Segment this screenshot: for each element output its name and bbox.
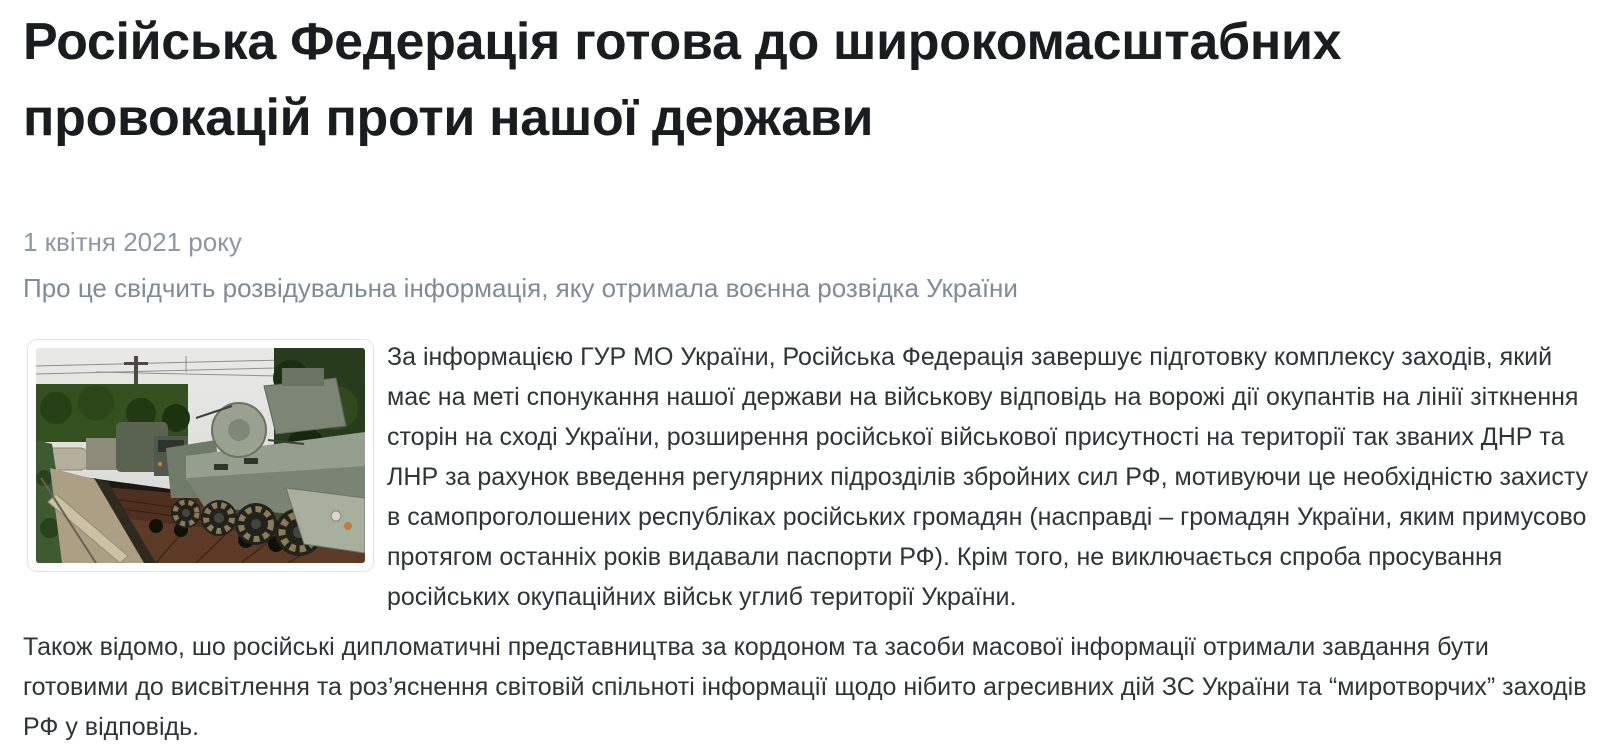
article-paragraph: Також відомо, шо російські дипломатичні представництва за кордоном та засоби масової інформації отримали завдання бути готовими до висвітлення та роз’яснення світовій спільноті інформації щодо нібито агресивних дій ЗС України та “миротворчих” заходів РФ у відповідь.: [23, 633, 1587, 741]
military-train-photo: [36, 348, 365, 563]
article-paragraph: За інформацією ГУР МО України, Російська Федерація завершує підготовку комплексу заходів, який має на меті спонукання нашої держави на військову відповідь на ворожі дії окупантів на лінії зіткнення сторін на сході України, розширення російської військової присутності на території так званих ДНР та ЛНР за рахунок введення регулярних підрозділів збройних сил РФ, мотивуючи це необхідністю захисту в самопроголошених республіках російських громадян (насправді – громадян України, яким примусово протягом останніх років видавали паспорти РФ). Крім того, не виключається спроба просування російських окупаційних військ углиб території України.: [387, 343, 1589, 611]
article-photo-frame: [27, 339, 374, 572]
article-title: Російська Федерація готова до широкомасштабних провокацій проти нашої держави: [23, 13, 1342, 147]
article-body: [23, 337, 1590, 747]
article-lead: Про це свідчить розвідувальна інформація, яку отримала воєнна розвідка України: [23, 273, 1018, 303]
article-date: 1 квітня 2021 року: [23, 227, 242, 257]
